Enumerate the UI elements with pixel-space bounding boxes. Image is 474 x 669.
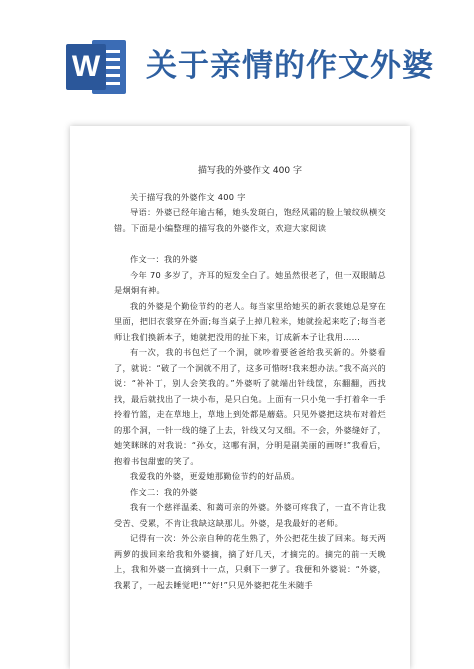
word-icon-letter: W [66, 44, 106, 90]
paragraph: 我爱我的外婆，更爱她那勤俭节约的好品质。 [130, 471, 300, 481]
document-title: 描写我的外婆作文 400 字 [198, 166, 302, 176]
word-document-icon [66, 40, 128, 96]
section-heading-2: 作文二：我的外婆 [130, 486, 198, 497]
document-intro: 导语：外婆已经年逾古稀，她头发斑白，饱经风霜的脸上皱纹纵横交错。下面是小编整理的描写我的外婆作文，欢迎大家阅读 [114, 207, 386, 233]
paragraph: 有一次，我的书包烂了一个洞，就吵着要爸爸给我买新的。外婆看了，就说：“破了一个洞就不用了，这多可惜呀!我来想办法。”我不高兴的说：“补补丁，别人会笑我的。”外婆听了就端出针线筐，东翻翻，西找找，最后就找出了一块小布，是只白兔。上面有一只小兔一手打着伞一手拎着竹篮，走在草地上，草地上到处都是蘑菇。只见外婆把这块布对着烂的那个洞，一针一线的缝了上去，针线又匀又细。不一会，外婆缝好了，她笑眯眯的对我说：“孙女，这哪有洞，分明是副美丽的画呀!”我看后，抱着书包甜蜜的笑了。 [114, 347, 386, 466]
document-page [70, 126, 410, 669]
page-title: 关于亲情的作文外婆 [146, 48, 434, 84]
header [0, 0, 474, 110]
paragraph: 记得有一次：外公亲自种的花生熟了，外公把花生拔了回来。每天两两萝的拔回来给我和外婆摘，摘了好几天，才摘完的。摘完的前一天晚上，我和外婆一直摘到十一点，只剩下一萝了。我便和外婆说：“外婆，我累了，一起去睡觉吧!”“好!”只见外婆把花生米随手 [114, 533, 386, 590]
section-heading-1: 作文一：我的外婆 [130, 254, 198, 264]
paragraph: 今年 70 多岁了，齐耳的短发全白了。她虽然很老了，但一双眼睛总是炯炯有神。 [114, 269, 386, 295]
document-body [114, 164, 386, 593]
document-subtitle: 关于描写我的外婆作文 400 字 [130, 191, 246, 202]
paragraph: 我有一个慈祥温柔、和蔼可亲的外婆。外婆可疼我了，一直不肯让我受苦、受累，不肯让我缺这缺那儿。外婆，是我最好的老师。 [114, 502, 386, 528]
paragraph: 我的外婆是个勤俭节约的老人。每当家里给她买的新衣裳她总是穿在里面，把旧衣裳穿在外面;每当桌子上掉几粒米，她就捡起来吃了;每当老师让我们换新本子，她就把没用的扯下来，订成新本子让我用…… [114, 300, 386, 342]
